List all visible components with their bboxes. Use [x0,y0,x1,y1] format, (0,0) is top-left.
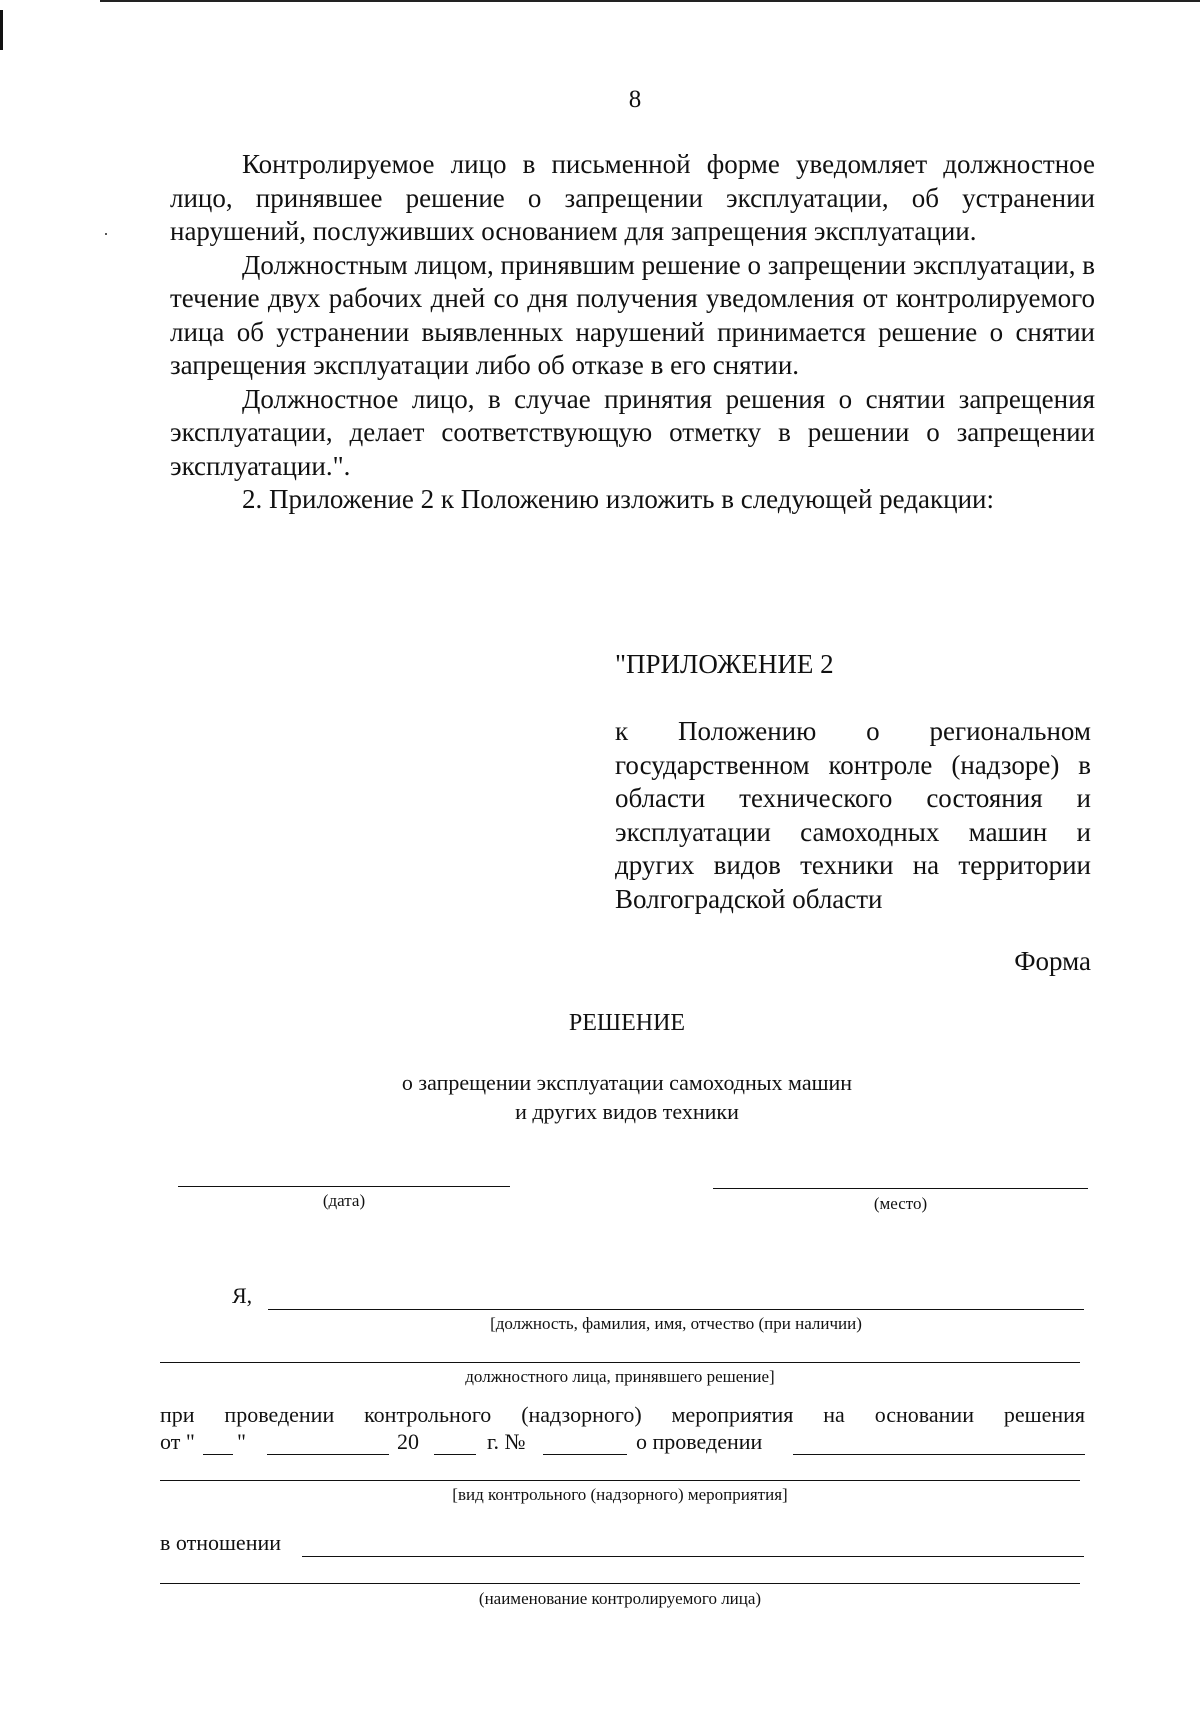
number-field-line[interactable] [543,1454,627,1455]
year-prefix: 20 [397,1429,419,1454]
official-field-line-1[interactable] [268,1309,1084,1310]
about-conducting: о проведении [636,1429,763,1454]
document-subtitle-line-1: о запрещении эксплуатации самоходных машин [401,1070,853,1095]
form-label: Форма [1014,946,1091,976]
place-caption: (место) [873,1194,928,1213]
document-title: РЕШЕНИЕ [568,1010,686,1036]
scan-dot [105,233,107,235]
from-quote-close: " [237,1429,246,1454]
year-suffix: г. № [487,1429,526,1454]
conducting-line: при проведении контрольного (надзорного) мероприятия на основании решения [160,1402,1085,1427]
conducting-field-line[interactable] [793,1454,1085,1455]
official-caption-2: должностного лица, принявшего решение] [465,1367,775,1386]
date-field-line[interactable] [178,1186,510,1187]
official-caption-1: [должность, фамилия, имя, отчество (при наличии) [490,1314,862,1333]
paragraph-notification: Контролируемое лицо в письменной форме уведомляет должностное лицо, принявшее решение о запрещении эксплуатации, об устранении нарушений, послуживших основанием для запрещения эксплуатации. [170,149,1095,246]
official-field-line-2[interactable] [160,1362,1080,1363]
page-number: 8 [628,86,642,113]
controlled-person-caption: (наименование контролируемого лица) [478,1589,762,1608]
date-caption: (дата) [322,1191,366,1210]
i-prefix: Я, [232,1283,253,1308]
event-type-caption: [вид контрольного (надзорного) мероприятия] [452,1485,788,1504]
event-type-field-line[interactable] [160,1480,1080,1481]
regarding-prefix: в отношении [160,1530,282,1555]
regarding-field-line-1[interactable] [302,1556,1084,1557]
scan-edge-left [0,10,3,50]
appendix-title: "ПРИЛОЖЕНИЕ 2 [615,649,834,679]
document-subtitle-line-2: и других видов техники [515,1099,739,1124]
from-prefix: от " [160,1429,195,1454]
place-field-line[interactable] [713,1188,1088,1189]
paragraph-decision: Должностным лицом, принявшим решение о запрещении эксплуатации, в течение двух рабочих дней со дня получения уведомления от контролируемого лица об устранении выявленных нарушений принимается решение о снятии запрещения эксплуатации либо об отказе в его снятии. [170,249,1095,380]
paragraph-appendix-amendment: 2. Приложение 2 к Положению изложить в следующей редакции: [242,484,994,514]
paragraph-mark: Должностное лицо, в случае принятия решения о снятии запрещения эксплуатации, делает соответствующую отметку в решении о запрещении эксплуатации.". [170,383,1095,481]
body-text [170,148,1095,517]
scan-edge-top [100,0,1200,2]
document-subtitle [0,1068,1200,1126]
month-field-line[interactable] [267,1454,389,1455]
year-field-line[interactable] [434,1454,476,1455]
appendix-basis: к Положению о региональном государственном контроле (надзоре) в области технического состояния и эксплуатации самоходных машин и других видов техники на территории Волгоградской области [615,716,1091,914]
regarding-field-line-2[interactable] [160,1583,1080,1584]
day-field-line[interactable] [203,1454,233,1455]
